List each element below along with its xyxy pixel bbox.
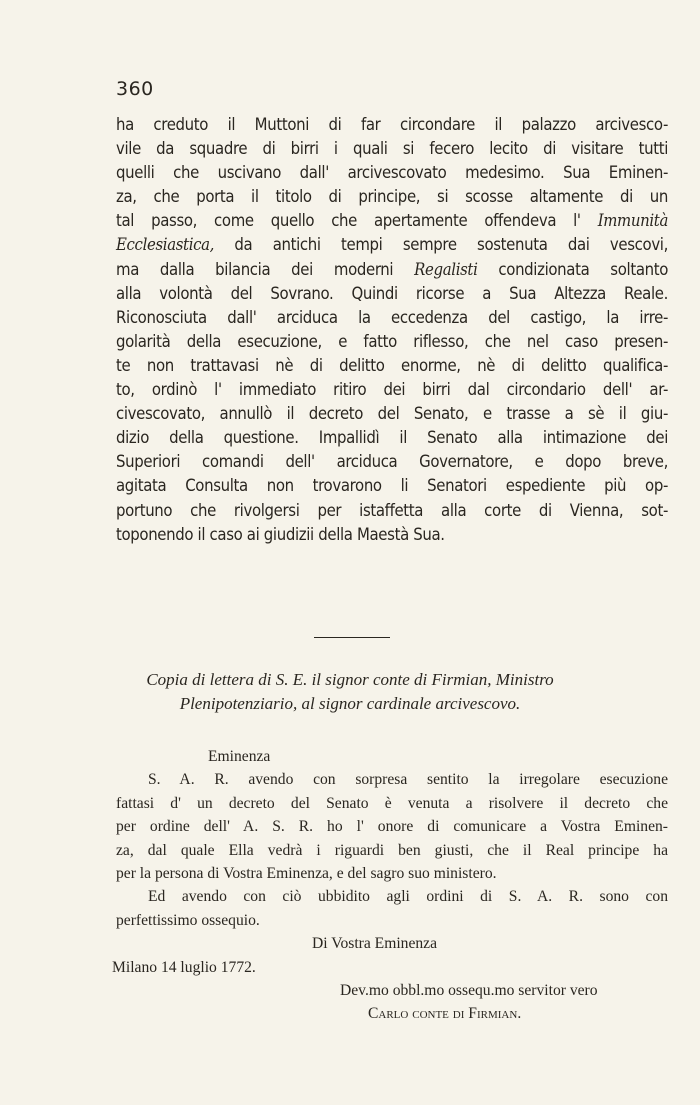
page-number: 360 (116, 78, 154, 100)
letter-closing: Di Vostra Eminenza (312, 935, 438, 953)
text-fragment: da antichi tempi sempre sostenuta dai vescovi, (214, 235, 668, 255)
letter-line: perfettissimo ossequio. (116, 911, 260, 929)
text-fragment: tal passo, come quello che apertamente offendeva l' (116, 211, 598, 231)
heading-line: Plenipotenziario, al signor cardinale arcivescovo. (179, 694, 521, 713)
letter-line: S. A. R. avendo con sorpresa sentito la irregolare esecuzione (148, 771, 668, 789)
section-divider (314, 637, 390, 638)
text-line: quelli che uscivano dall' arcivescovato medesimo. Sua Eminen- (116, 163, 668, 183)
letter-salutation: Eminenza (208, 748, 271, 765)
letter-line: Ed avendo con ciò ubbidito agli ordini di S. A. R. sono con (148, 888, 668, 906)
text-line: agitata Consulta non trovarono li Senatori espediente più op- (116, 476, 668, 496)
letter-heading (60, 668, 640, 716)
text-line (116, 258, 668, 282)
italic-term: Regalisti (414, 259, 478, 279)
body-paragraph (116, 113, 668, 547)
text-fragment: ma dalla bilancia dei moderni (116, 259, 415, 279)
text-line: dizio della questione. Impallidì il Senato alla intimazione dei (116, 428, 668, 448)
text-line: civescovato, annullò il decreto del Senato, e trasse a sè il giu- (116, 404, 668, 424)
letter-line: per la persona di Vostra Eminenza, e del sagro suo ministero. (116, 864, 497, 882)
letter-body (112, 745, 668, 1026)
text-line: portuno che rivolgersi per istaffetta alla corte di Vienna, sot- (116, 500, 668, 520)
heading-line: Copia di lettera di S. E. il signor conte di Firmian, Ministro (146, 670, 554, 689)
text-line: golarità della esecuzione, e fatto riflesso, che nel caso presen- (116, 331, 668, 351)
text-fragment: condizionata soltanto (477, 259, 669, 279)
letter-line: per ordine dell' A. S. R. ho l' onore di comunicare a Vostra Eminen- (116, 818, 668, 836)
text-line: alla volontà del Sovrano. Quindi ricorse a Sua Altezza Reale. (116, 283, 668, 303)
text-line (116, 233, 668, 257)
text-line: vile da squadre di birri i quali si fecero lecito di visitare tutti (116, 139, 668, 159)
letter-signature-name: Carlo conte di Firmian. (368, 1005, 522, 1023)
letter-place-date: Milano 14 luglio 1772. (112, 958, 256, 976)
text-line: Riconosciuta dall' arciduca la eccedenza del castigo, la irre- (116, 307, 668, 327)
italic-term: Ecclesiastica, (116, 235, 215, 255)
text-line: te non trattavasi nè di delitto enorme, nè di delitto qualifica- (116, 355, 668, 375)
letter-signature-line: Dev.mo obbl.mo ossequ.mo servitor vero (340, 981, 598, 999)
text-line: Superiori comandi dell' arciduca Governatore, e dopo breve, (116, 452, 668, 472)
text-line: za, che porta il titolo di principe, si scosse altamente di un (116, 187, 668, 207)
italic-term: Immunità (597, 211, 668, 231)
letter-line: fattasi d' un decreto del Senato è venuta a risolvere il decreto che (116, 794, 668, 812)
letter-line: za, dal quale Ella vedrà i riguardi ben giusti, che il Real principe ha (116, 841, 668, 859)
text-line: ha creduto il Muttoni di far circondare il palazzo arcivesco- (116, 115, 668, 134)
text-line: to, ordinò l' immediato ritiro dei birri dal circondario dell' ar- (116, 380, 668, 400)
text-line: toponendo il caso ai giudizii della Maestà Sua. (116, 524, 445, 544)
text-line (116, 209, 668, 233)
